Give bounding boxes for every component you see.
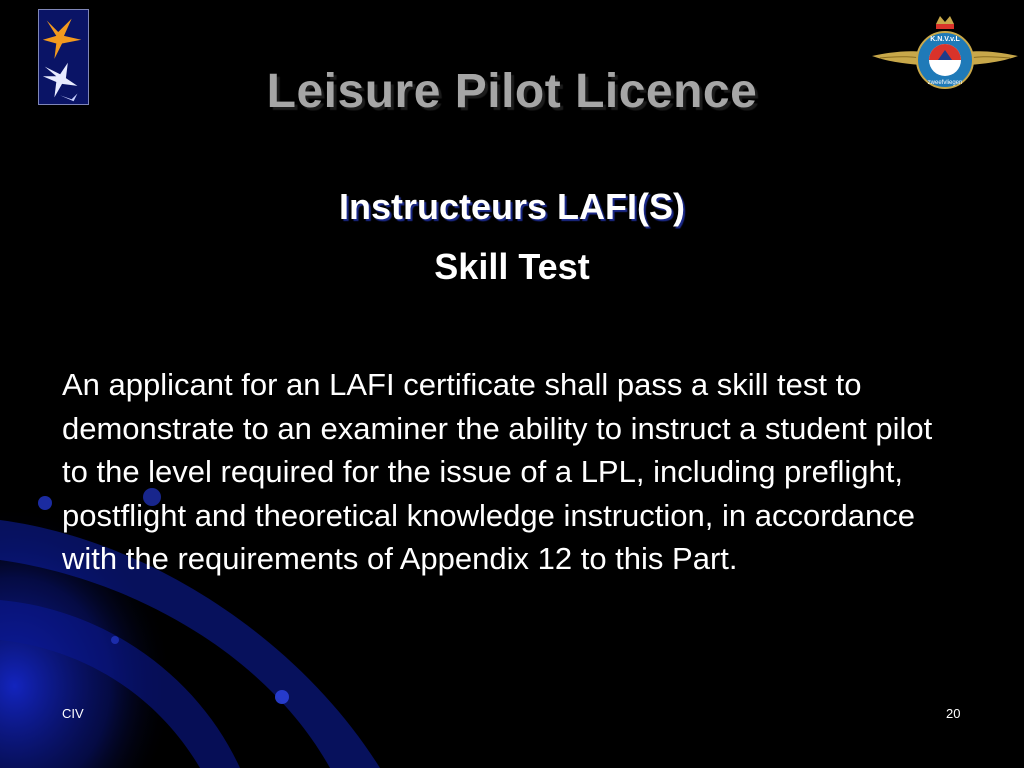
footer-left-label: CIV: [62, 706, 84, 721]
body-paragraph: An applicant for an LAFI certificate shall pass a skill test to demonstrate to an examiner the ability to instruct a student pilot to the level required for the issue of a LPL, including preflight, postflight and theoretical knowledge instruction, in accordance with the requirements of Appendix 12 to this Part.: [62, 367, 933, 576]
slide-title: Leisure Pilot Licence: [266, 65, 758, 118]
subtitle-instructeurs: Instructeurs LAFI(S): [338, 186, 686, 227]
badge-text-top: K.N.V.v.L: [930, 36, 960, 43]
badge-text-bottom: zweefvliegen: [927, 80, 963, 86]
page-number: 20: [946, 706, 961, 721]
subtitle-skill-test: Skill Test: [434, 246, 590, 287]
